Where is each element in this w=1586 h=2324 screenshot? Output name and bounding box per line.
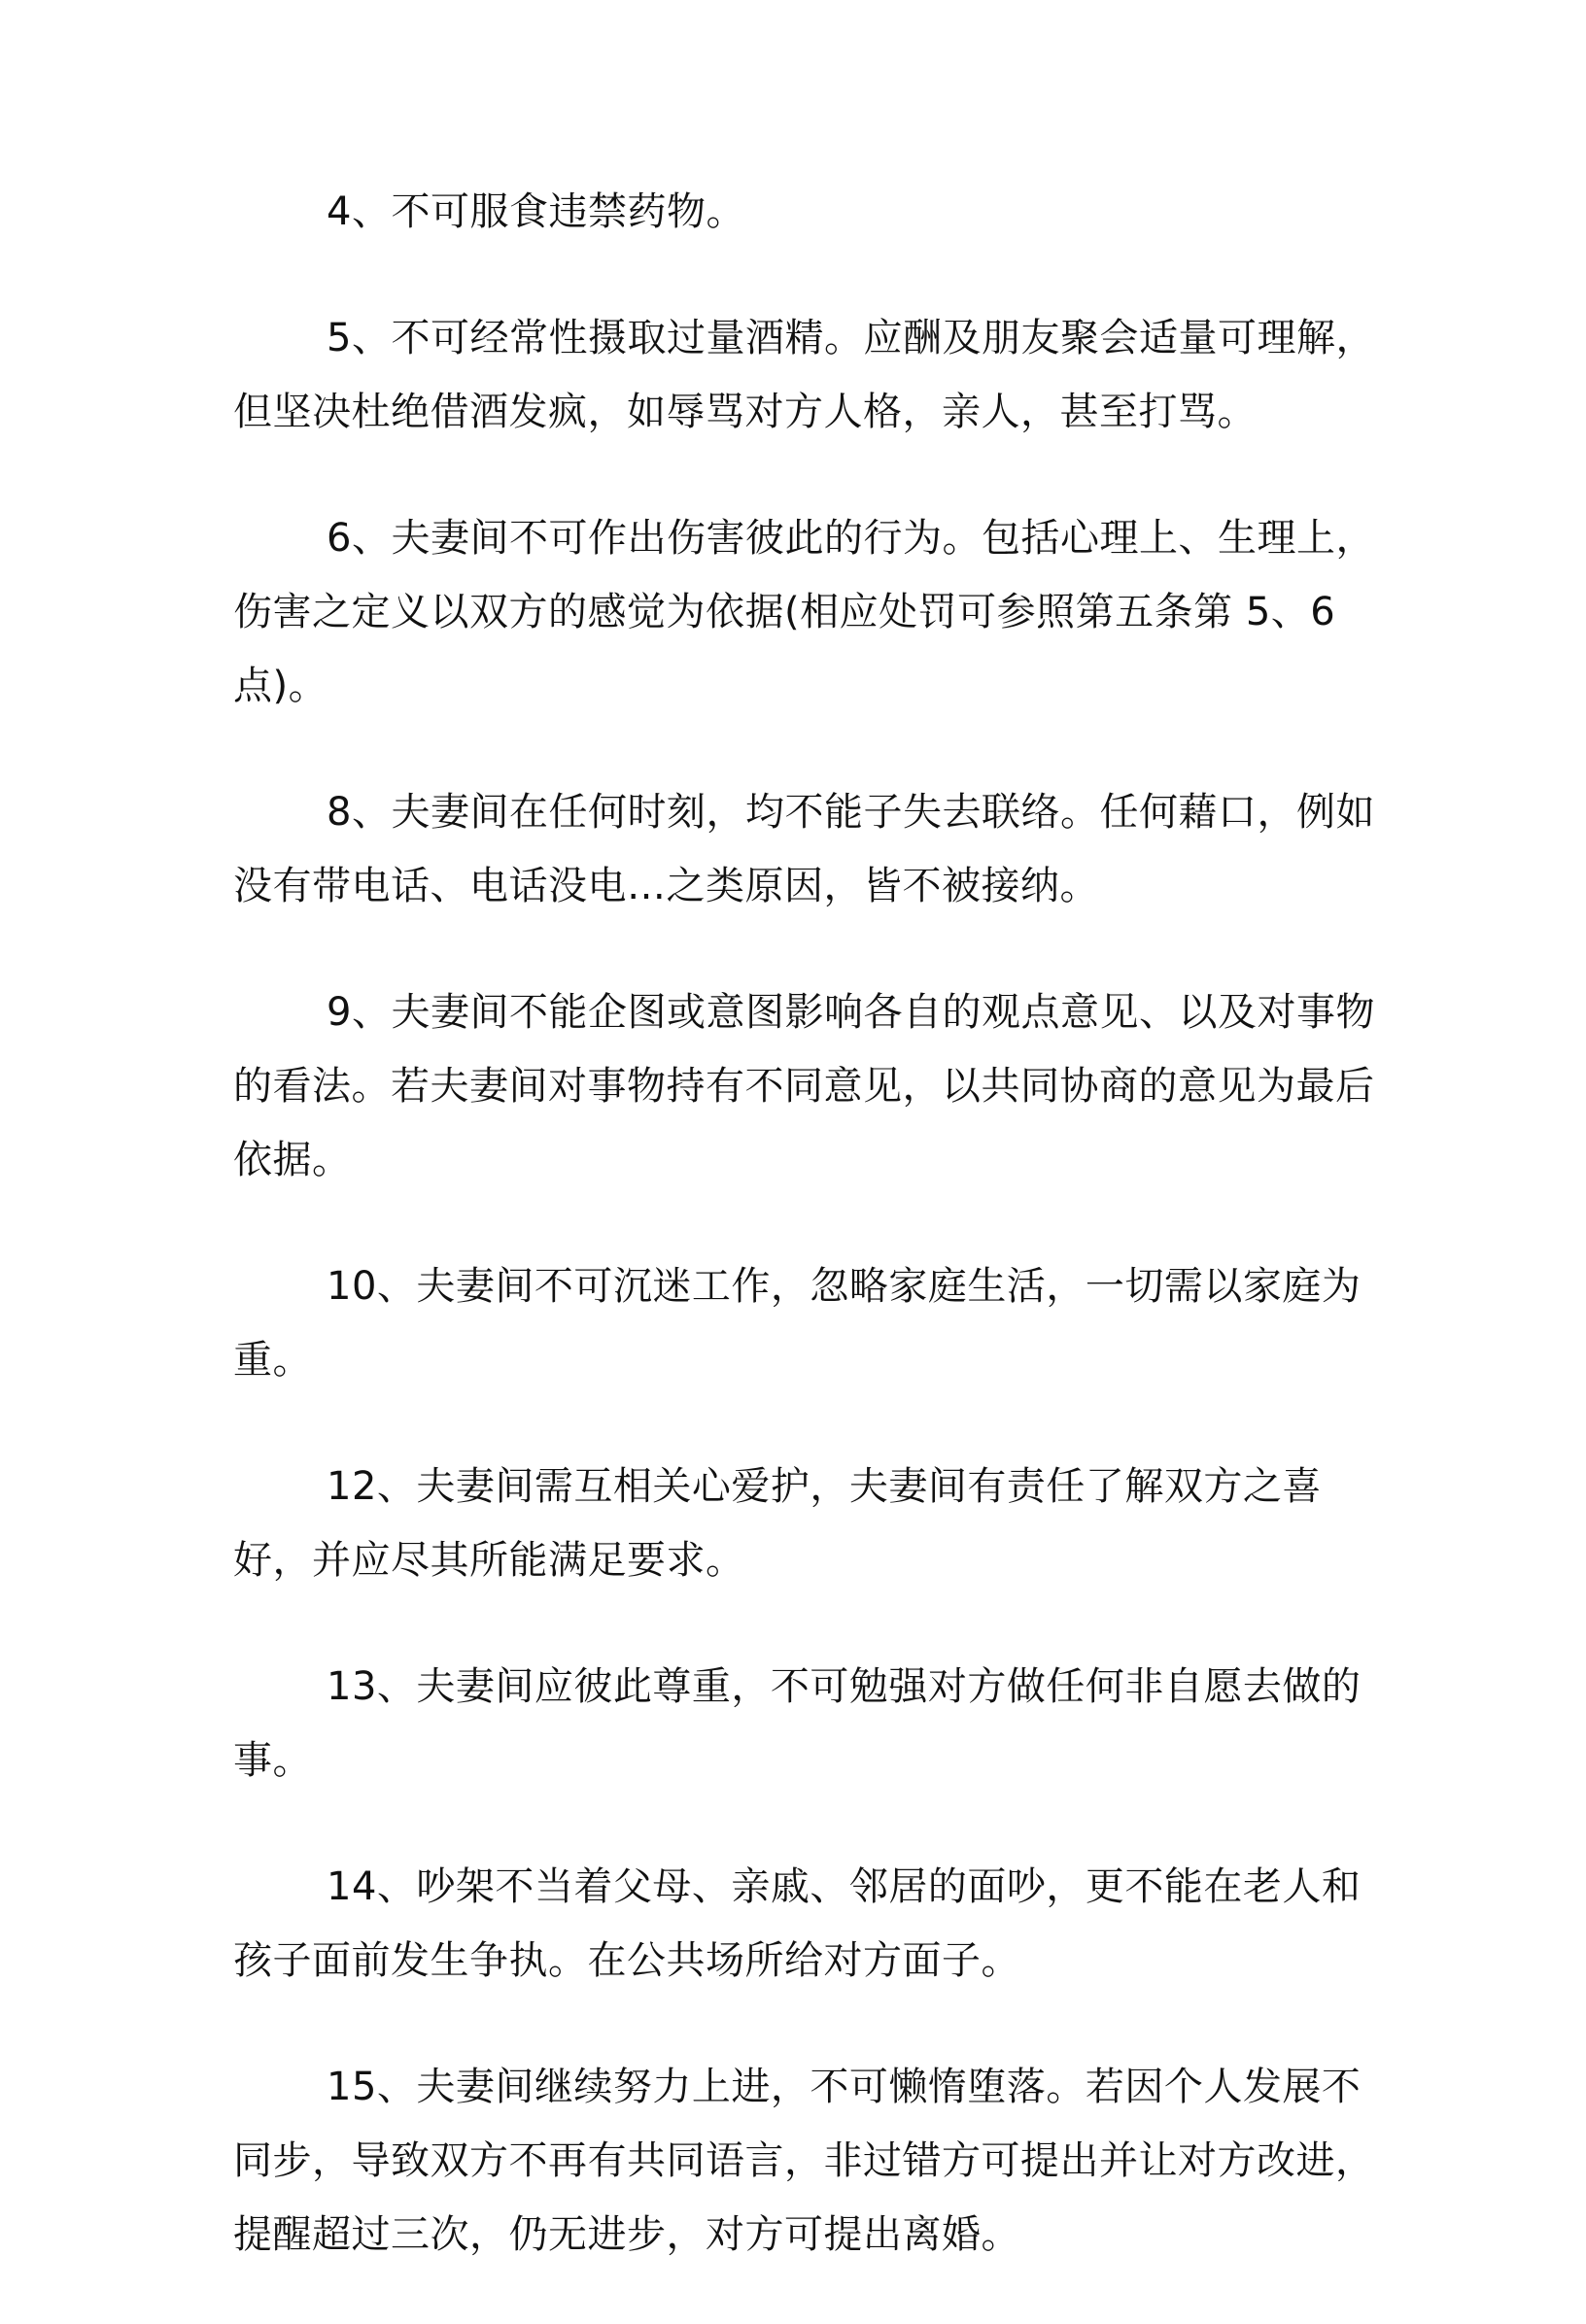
document-body <box>233 175 1380 2324</box>
rule-paragraph: 9、夫妻间不能企图或意图影响各自的观点意见、以及对事物的看法。若夫妻间对事物持有不同意见，以共同协商的意见为最后依据。 <box>233 990 1375 1182</box>
rule-paragraph: 14、吵架不当着父母、亲戚、邻居的面吵，更不能在老人和孩子面前发生争执。在公共场所给对方面子。 <box>233 1864 1362 1983</box>
rule-paragraph: 13、夫妻间应彼此尊重，不可勉强对方做任何非自愿去做的事。 <box>233 1664 1362 1783</box>
rule-paragraph: 5、不可经常性摄取过量酒精。应酬及朋友聚会适量可理解，但坚决杜绝借酒发疯，如辱骂对方人格，亲人，甚至打骂。 <box>233 316 1375 434</box>
rule-paragraph: 10、夫妻间不可沉迷工作，忽略家庭生活，一切需以家庭为重。 <box>233 1264 1362 1383</box>
rule-paragraph: 8、夫妻间在任何时刻，均不能子失去联络。任何藉口，例如没有带电话、电话没电…之类原因，皆不被接纳。 <box>233 790 1375 908</box>
rule-paragraph: 6、夫妻间不可作出伤害彼此的行为。包括心理上、生理上，伤害之定义以双方的感觉为依据(相应处罚可参照第五条第 5、6 点)。 <box>233 516 1375 708</box>
rule-paragraph: 4、不可服食违禁药物。 <box>327 189 745 234</box>
rule-paragraph: 15、夫妻间继续努力上进，不可懒惰堕落。若因个人发展不同步，导致双方不再有共同语言，非过错方可提出并让对方改进，提醒超过三次，仍无进步，对方可提出离婚。 <box>233 2065 1375 2257</box>
rule-paragraph: 12、夫妻间需互相关心爱护，夫妻间有责任了解双方之喜好，并应尽其所能满足要求。 <box>233 1464 1322 1583</box>
